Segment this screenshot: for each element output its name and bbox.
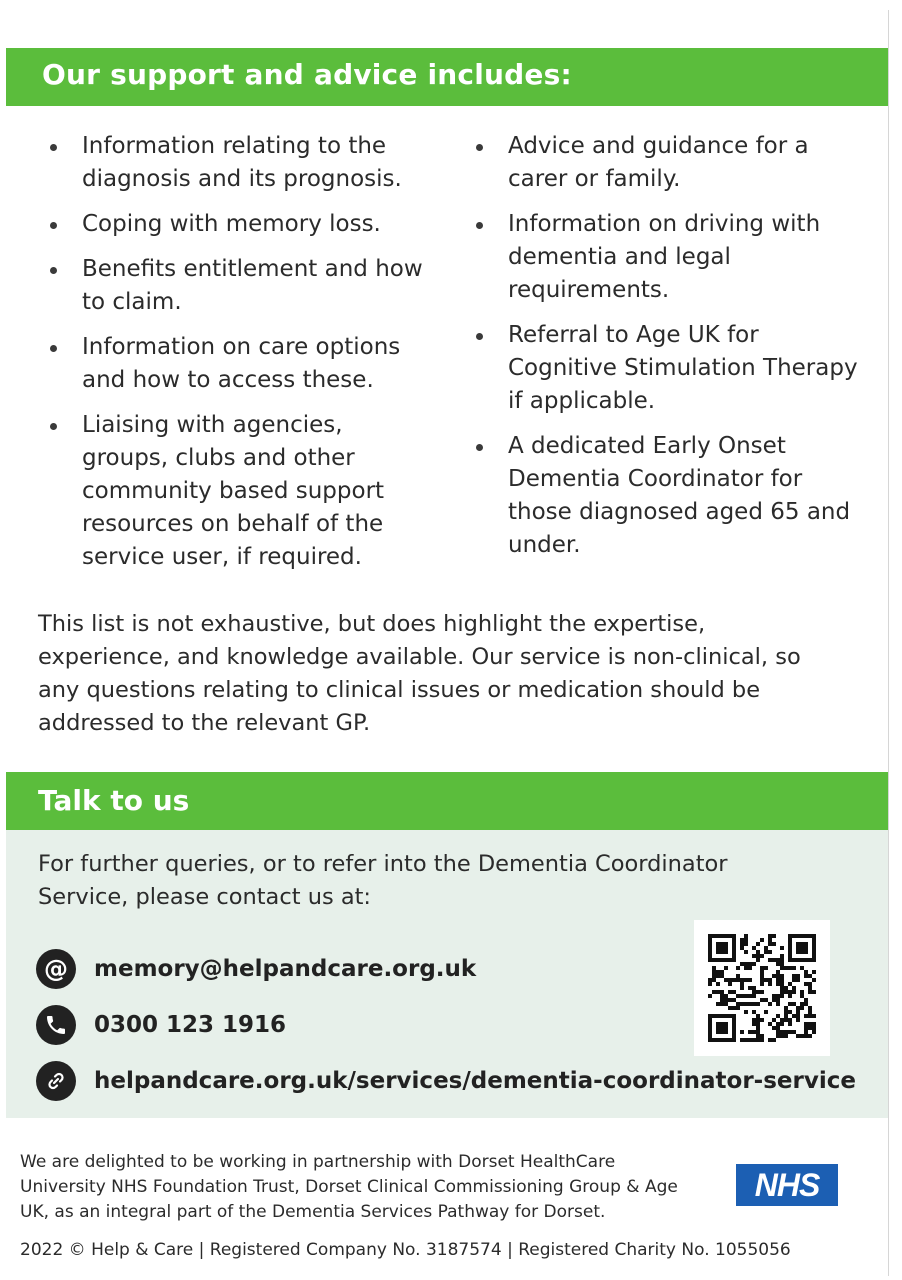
nhs-logo: NHS — [736, 1164, 838, 1206]
list-item: Benefits entitlement and how to claim. — [44, 253, 424, 319]
list-item: Advice and guidance for a carer or family. — [470, 130, 860, 196]
support-heading: Our support and advice includes: — [42, 58, 572, 91]
website-row[interactable] — [36, 1060, 856, 1102]
bullet-icon — [50, 267, 57, 274]
phone-number[interactable]: 0300 123 1916 — [94, 1012, 287, 1038]
contact-intro: For further queries, or to refer into the Dementia Coordinator Service, please contact us at: — [38, 851, 728, 910]
contact-section — [6, 830, 888, 1118]
legal-footer: 2022 © Help & Care | Registered Company No. 3187574 | Registered Charity No. 1055056 — [20, 1240, 791, 1260]
support-heading-band — [6, 48, 888, 106]
email-row[interactable] — [36, 948, 476, 990]
list-item: A dedicated Early Onset Dementia Coordinator for those diagnosed aged 65 and under. — [470, 430, 860, 562]
list-item: Information on driving with dementia and legal requirements. — [470, 208, 860, 307]
qr-code[interactable] — [694, 920, 830, 1056]
support-list-left — [44, 130, 424, 586]
list-item: Referral to Age UK for Cognitive Stimulation Therapy if applicable. — [470, 319, 860, 418]
at-icon: @ — [36, 949, 76, 989]
email-link[interactable]: memory@helpandcare.org.uk — [94, 956, 477, 982]
bullet-icon — [50, 144, 57, 151]
contact-heading: Talk to us — [38, 784, 190, 817]
qr-code-graphic — [694, 920, 830, 1056]
link-icon — [36, 1061, 76, 1101]
list-item: Coping with memory loss. — [44, 208, 424, 241]
phone-icon — [36, 1005, 76, 1045]
phone-row[interactable] — [36, 1004, 286, 1046]
website-link[interactable]: helpandcare.org.uk/services/dementia-coordinator-service — [94, 1068, 856, 1094]
bullet-icon — [50, 345, 57, 352]
contact-heading-band — [6, 772, 888, 830]
leaflet-page — [6, 10, 889, 1276]
partnership-statement: We are delighted to be working in partnership with Dorset HealthCare University NHS Foundation Trust, Dorset Clinical Commissioning Group & Age UK, as an integral part of the Dementia Services Pathway for Dorset. — [20, 1152, 678, 1222]
bullet-icon — [476, 333, 483, 340]
service-note: This list is not exhaustive, but does highlight the expertise, experience, and knowledge available. Our service is non-clinical, so any questions relating to clinical issues or medication should be addressed to the relevant GP. — [38, 611, 801, 736]
bullet-icon — [50, 222, 57, 229]
bullet-icon — [50, 423, 57, 430]
bullet-icon — [476, 144, 483, 151]
bullet-icon — [476, 444, 483, 451]
list-item: Information on care options and how to access these. — [44, 331, 424, 397]
list-item: Information relating to the diagnosis and its prognosis. — [44, 130, 424, 196]
list-item: Liaising with agencies, groups, clubs and other community based support resources on behalf of the service user, if required. — [44, 409, 424, 574]
support-list-right — [470, 130, 860, 574]
bullet-icon — [476, 222, 483, 229]
